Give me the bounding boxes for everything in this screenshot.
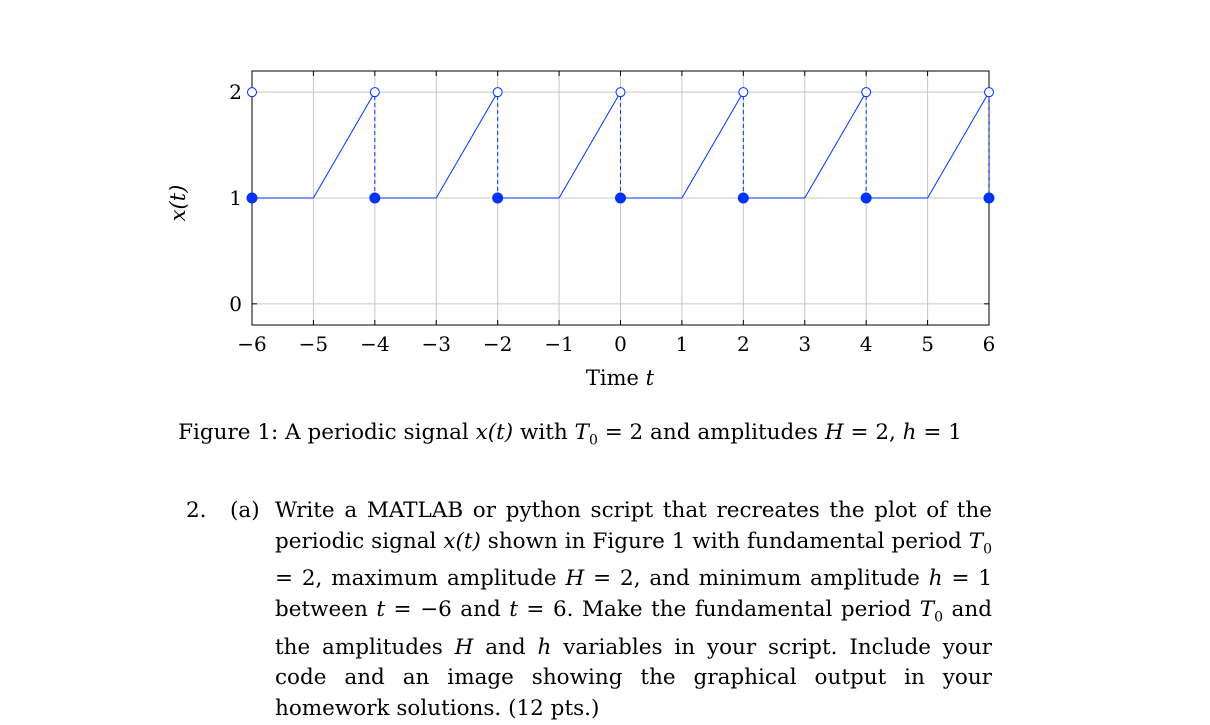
- signal-segment: [559, 92, 620, 198]
- y-axis-label: x(t): [166, 184, 190, 222]
- x-tick-label: −2: [482, 332, 513, 356]
- x-tick-label: 4: [859, 332, 873, 356]
- signal-segment: [928, 92, 989, 198]
- x-tick-label: −4: [360, 332, 390, 356]
- x-tick-labels: [237, 332, 995, 356]
- filled-point: [738, 193, 748, 203]
- x-tick-label: 6: [982, 332, 996, 356]
- x-tick-label: −3: [421, 332, 451, 356]
- open-point: [616, 88, 625, 97]
- x-tick-label: 3: [798, 332, 812, 356]
- x-tick-label: 5: [921, 332, 934, 356]
- signal-segment: [805, 92, 866, 198]
- problem-part: (a): [230, 498, 260, 523]
- open-point: [985, 88, 994, 97]
- open-point: [739, 88, 748, 97]
- open-point: [370, 88, 379, 97]
- y-tick-label: 1: [229, 186, 242, 210]
- x-tick-label: −5: [298, 332, 329, 356]
- signal-segment: [313, 92, 374, 198]
- open-point: [493, 88, 502, 97]
- open-point: [248, 88, 257, 97]
- signal-segment: [682, 92, 743, 198]
- x-tick-label: −6: [237, 332, 267, 356]
- x-tick-label: −1: [544, 332, 574, 356]
- filled-point: [616, 193, 626, 203]
- open-point: [862, 88, 871, 97]
- filled-point: [370, 193, 380, 203]
- y-tick-label: 0: [229, 291, 242, 316]
- x-axis-label: Time t: [585, 366, 655, 390]
- y-tick-label: 2: [229, 80, 242, 105]
- x-tick-label: 2: [736, 332, 750, 356]
- filled-point: [247, 193, 257, 203]
- x-tick-label: 1: [675, 332, 689, 356]
- figure-caption: Figure 1: A periodic signal x(t) with $T_0 = 2$ and amplitudes H = 2, h = 1: [178, 420, 962, 449]
- problem-number: 2.: [186, 498, 207, 523]
- x-tick-label: 0: [614, 332, 627, 356]
- filled-point: [493, 193, 503, 203]
- filled-point: [984, 193, 994, 203]
- y-tick-labels: [229, 80, 242, 316]
- signal-segment: [436, 92, 497, 198]
- filled-point: [861, 193, 871, 203]
- problem-text: Write a MATLAB or python script that recreates the plot of the periodic signal x(t) shown in Figure 1 with fundamental period $T_0 = 2$, maximum amplitude H = 2, and minimum amplitude h = 1 between t = −6 and t = 6. Make the fundamental period $T_0$ and the amplitudes H and h variables in your script. Include your code and an image showing the graphical output in your homework solutions. (12 pts.): [275, 498, 993, 721]
